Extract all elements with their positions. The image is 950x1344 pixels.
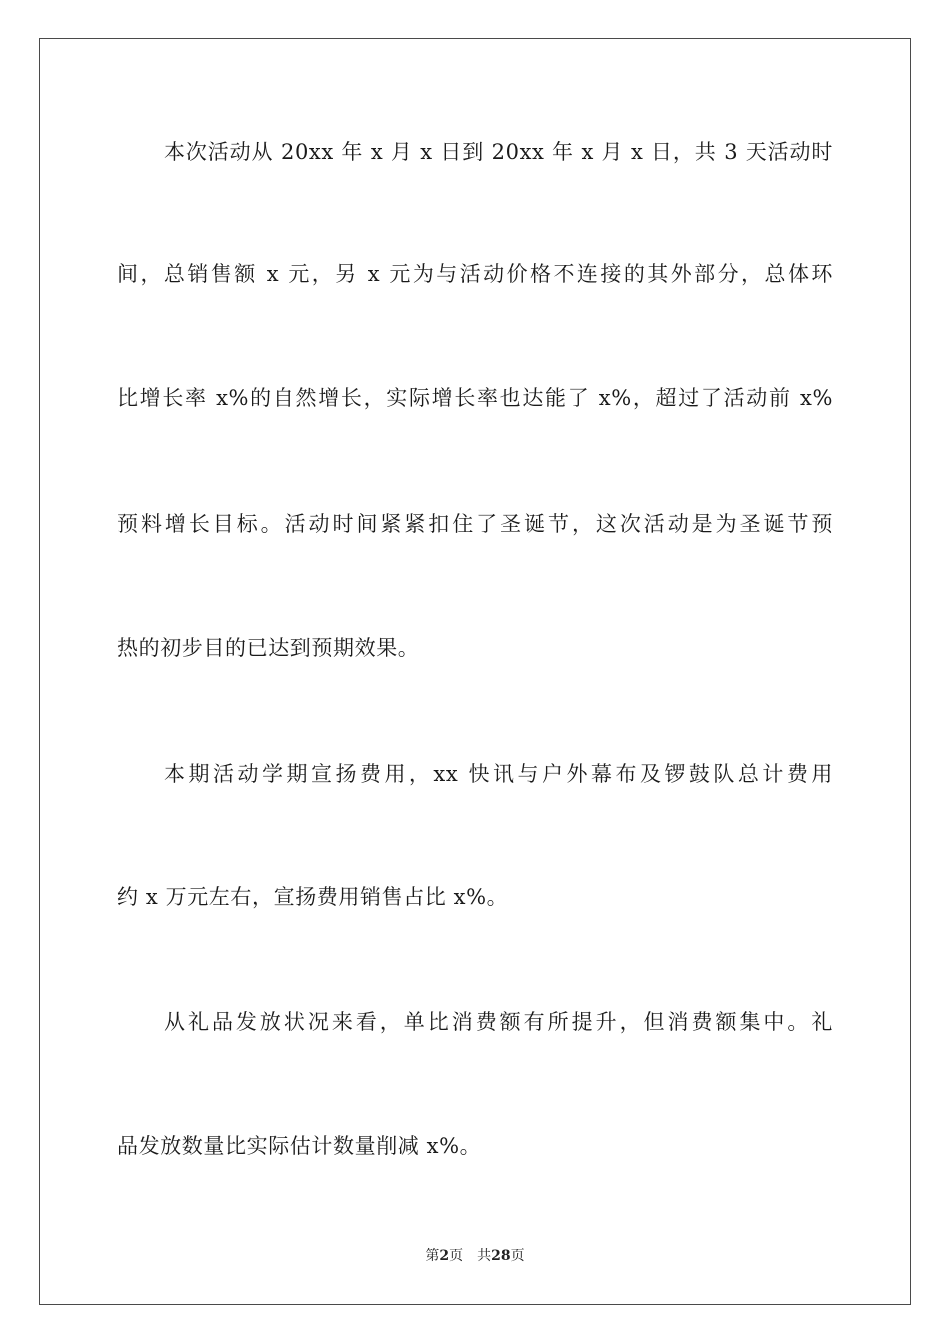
page-border: [39, 38, 911, 1305]
page-footer: [0, 1246, 950, 1266]
footer-page-number: 2: [439, 1248, 450, 1264]
footer-page-suffix: 页: [449, 1248, 464, 1264]
text-line: 品发放数量比实际估计数量削减 x%。: [117, 1134, 482, 1158]
footer-page-prefix: 第: [425, 1248, 440, 1264]
text-line: 间，总销售额 x 元，另 x 元为与活动价格不连接的其外部分，总体环: [117, 262, 833, 286]
text-line: 热的初步目的已达到预期效果。: [117, 636, 420, 660]
footer-total-prefix: 共: [477, 1248, 492, 1264]
footer-total-suffix: 页: [510, 1248, 525, 1264]
text-line: 约 x 万元左右，宣扬费用销售占比 x%。: [117, 885, 509, 909]
text-line: 预料增长目标。活动时间紧紧扣住了圣诞节，这次活动是为圣诞节预: [117, 512, 833, 536]
text-line: 从礼品发放状况来看，单比消费额有所提升，但消费额集中。礼: [164, 1010, 833, 1034]
footer-total-pages: 28: [491, 1248, 511, 1264]
text-line: 本期活动学期宣扬费用，xx 快讯与户外幕布及锣鼓队总计费用: [164, 762, 833, 786]
text-line: 比增长率 x%的自然增长，实际增长率也达能了 x%，超过了活动前 x%: [117, 386, 833, 410]
text-line: 本次活动从 20xx 年 x 月 x 日到 20xx 年 x 月 x 日，共 3 天活动时: [164, 140, 833, 164]
